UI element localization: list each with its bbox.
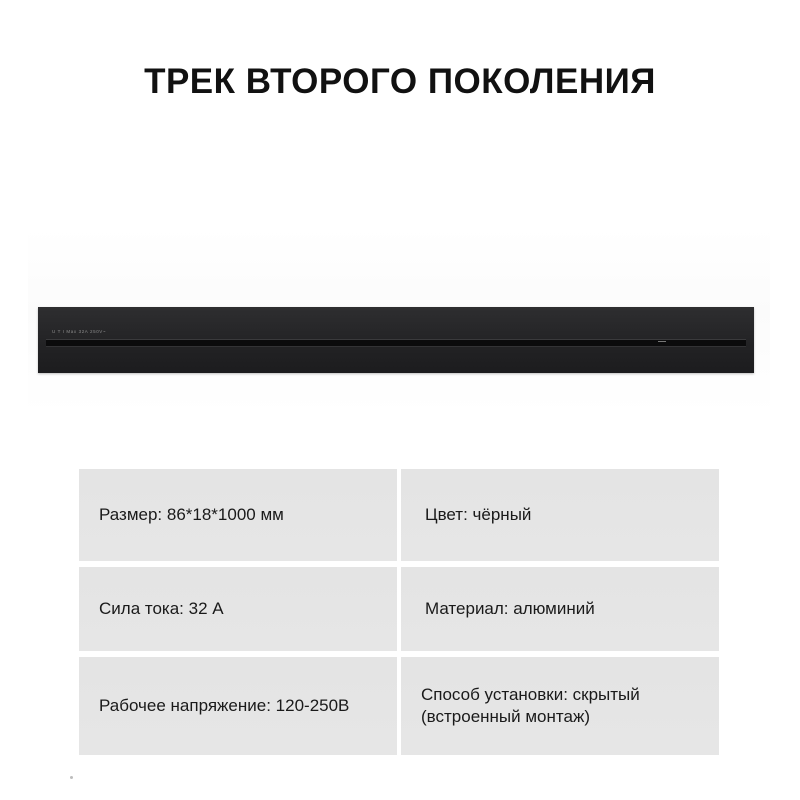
spec-material xyxy=(401,567,719,651)
spec-color xyxy=(401,469,719,561)
spec-color-text: Цвет: чёрный xyxy=(425,505,532,524)
spec-installation-line2: (встроенный монтаж) xyxy=(421,707,590,726)
spec-size xyxy=(79,469,397,561)
spec-current xyxy=(79,567,397,651)
track-slot xyxy=(46,339,746,347)
spec-voltage-text: Рабочее напряжение: 120-250В xyxy=(99,696,350,715)
page-title: ТРЕК ВТОРОГО ПОКОЛЕНИЯ xyxy=(144,62,656,101)
spec-installation xyxy=(401,657,719,755)
spec-material-text: Материал: алюминий xyxy=(425,599,595,618)
track-marking-label: U T I Max 32A 250V~ xyxy=(52,329,107,334)
spec-current-text: Сила тока: 32 А xyxy=(99,599,224,618)
spec-size-text: Размер: 86*18*1000 мм xyxy=(99,505,284,524)
specs-table xyxy=(79,467,721,759)
spec-voltage xyxy=(79,657,397,755)
decorative-dot xyxy=(70,776,73,779)
spec-installation-line1: Способ установки: скрытый xyxy=(421,685,640,704)
track-rail-image xyxy=(38,307,754,373)
track-end-mark xyxy=(658,341,666,342)
